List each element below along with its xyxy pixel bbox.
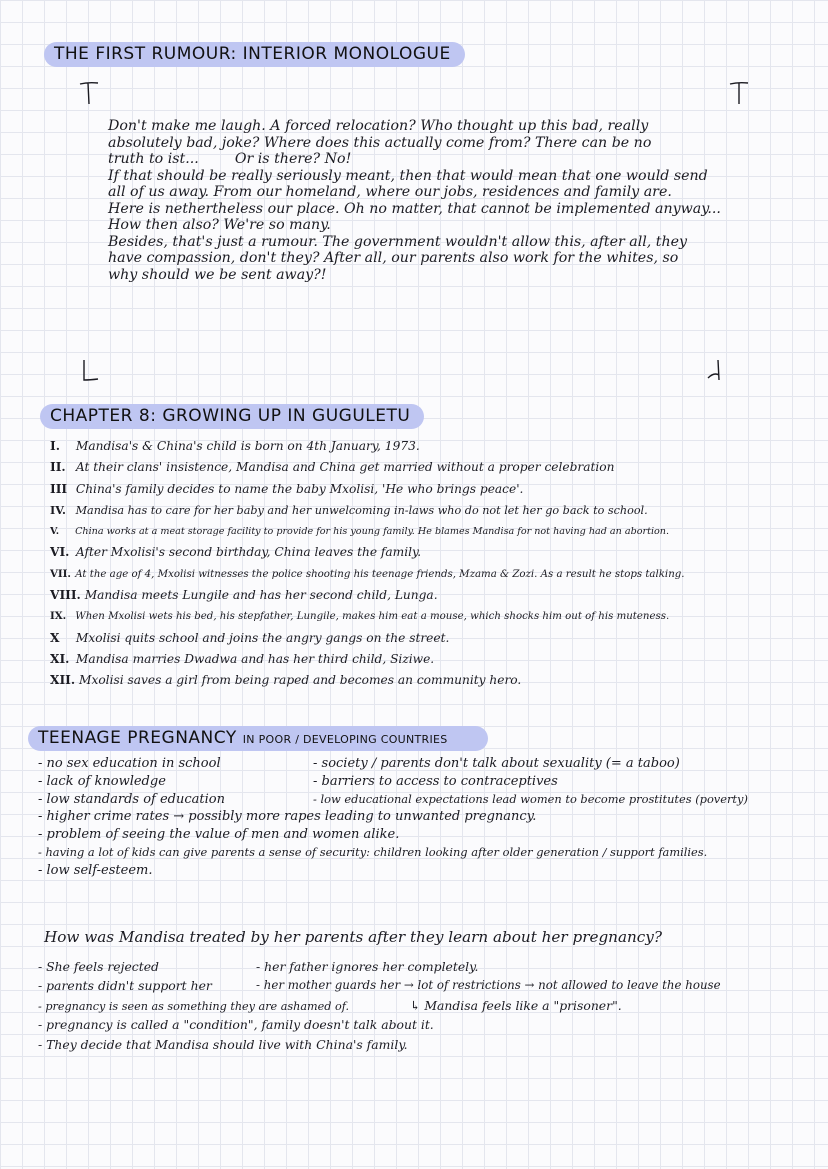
list-item: X Mxolisi quits school and joins the angry gangs on the street. [50, 630, 450, 645]
list-item: VIII. Mandisa meets Lungile and has her second child, Lunga. [50, 588, 438, 603]
monologue-line: If that should be really seriously meant, then that would mean that one would send [108, 167, 708, 184]
rumour-monologue [108, 118, 728, 283]
list-item: II. At their clans' insistence, Mandisa and China get married without a proper celebration [50, 460, 615, 475]
rumour-heading-text: THE FIRST RUMOUR: INTERIOR MONOLOGUE [54, 44, 451, 64]
table-row: - low self-esteem. [38, 862, 153, 878]
list-item: VI. After Mxolisi's second birthday, China leaves the family. [50, 545, 422, 560]
list-item: XII. Mxolisi saves a girl from being raped and becomes an community hero. [50, 673, 522, 688]
list-item: IX. When Mxolisi wets his bed, his stepfather, Lungile, makes him eat a mouse, which shocks him out of his muteness. [50, 610, 670, 623]
list-item: V. China works at a meat storage facility to provide for his young family. He blames Mandisa for not having had an abortion. [50, 526, 670, 538]
table-row: - low standards of education - low educational expectations lead women to become prostitutes (poverty) [38, 791, 748, 807]
teen-heading-text: TEENAGE PREGNANCY [38, 728, 237, 748]
monologue-line: Here is nethertheless our place. Oh no matter, that cannot be implemented anyway... [108, 200, 721, 217]
list-item: VII. At the age of 4, Mxolisi witnesses the police shooting his teenage friends, Mzama & Zozi. As a result he stops talking. [50, 567, 685, 580]
table-row: - higher crime rates → possibly more rapes leading to unwanted pregnancy. [38, 809, 537, 825]
treatment-question: How was Mandisa treated by her parents after they learn about her pregnancy? [44, 928, 663, 946]
monologue-line: Besides, that's just a rumour. The government wouldn't allow this, after all, they [108, 233, 688, 250]
chapter8-heading [40, 404, 424, 429]
list-item: III China's family decides to name the baby Mxolisi, 'He who brings peace'. [50, 481, 524, 496]
table-row: - parents didn't support her - her mother guards her → lot of restrictions → not allowed to leave the house [38, 978, 721, 994]
table-row: - problem of seeing the value of men and women alike. [38, 827, 400, 843]
teen-causes [38, 755, 808, 880]
table-row: - lack of knowledge - barriers to access to contraceptives [38, 773, 558, 789]
table-row: - having a lot of kids can give parents a sense of security: children looking after older generation / support families. [38, 844, 708, 859]
table-row: - She feels rejected - her father ignores her completely. [38, 959, 479, 974]
chapter8-list [50, 436, 810, 692]
table-row: - pregnancy is seen as something they are ashamed of. ↳ Mandisa feels like a "prisoner". [38, 997, 622, 1013]
rumour-heading [44, 42, 465, 67]
monologue-line: How then also? We're so many. [108, 217, 331, 233]
bracket-top-left-mark [78, 80, 100, 106]
table-row: - They decide that Mandisa should live with China's family. [38, 1036, 408, 1052]
list-item: I. Mandisa's & China's child is born on 4th January, 1973. [50, 439, 420, 453]
bracket-top-right-mark [728, 80, 750, 106]
chapter8-heading-text: CHAPTER 8: GROWING UP IN GUGULETU [50, 406, 411, 426]
monologue-line: have compassion, don't they? After all, our parents also work for the whites, so [108, 250, 679, 266]
monologue-line: all of us away. From our homeland, where our jobs, residences and family are. [108, 184, 672, 200]
teen-heading [28, 726, 488, 751]
treatment-answers [38, 957, 808, 1054]
monologue-line: why should we be sent away?! [108, 266, 327, 283]
table-row: - pregnancy is called a "condition", family doesn't talk about it. [38, 1017, 434, 1033]
monologue-line: truth to ist... Or is there? No! [108, 151, 352, 167]
bracket-bottom-left-mark [78, 358, 100, 384]
list-item: IV. Mandisa has to care for her baby and her unwelcoming in-laws who do not let her go back to school. [50, 502, 648, 517]
bracket-bottom-right-mark [704, 358, 726, 384]
teen-subheading: IN POOR / DEVELOPING COUNTRIES [242, 733, 448, 746]
monologue-line: absolutely bad, joke? Where does this actually come from? There can be no [108, 134, 652, 151]
list-item: XI. Mandisa marries Dwadwa and has her third child, Siziwe. [50, 651, 435, 666]
monologue-line: Don't make me laugh. A forced relocation? Who thought up this bad, really [108, 118, 649, 134]
table-row: - no sex education in school - society / parents don't talk about sexuality (= a taboo) [38, 756, 680, 771]
